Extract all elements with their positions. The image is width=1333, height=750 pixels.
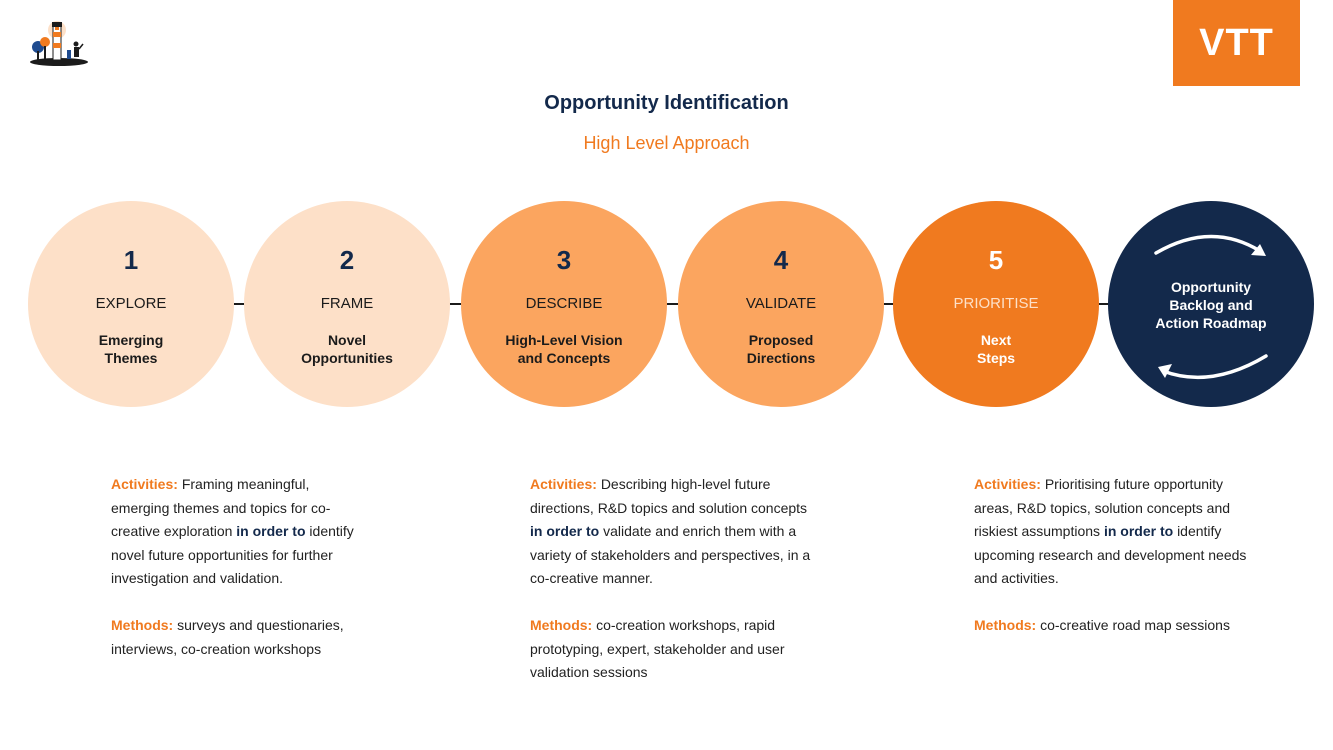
step-phase: EXPLORE (95, 295, 167, 312)
activities-goal: validate and enrich them with a variety of stakeholders and perspectives, in a co-creative manner. (530, 523, 811, 586)
activities-text (111, 473, 371, 591)
step-focus: High-Level Vision and Concepts (505, 332, 623, 366)
step-number: 5 (988, 245, 1004, 275)
methods-text (530, 614, 815, 685)
activities-intro: Framing meaningful, emerging themes and topics for co-creative exploration (111, 476, 331, 539)
in-order-to: in order to (236, 523, 306, 539)
step-number: 4 (773, 245, 789, 275)
activities-label: Activities: (111, 476, 178, 492)
page-title: Opportunity Identification (544, 92, 789, 114)
activities-label: Activities: (530, 476, 597, 492)
activities-label: Activities: (974, 476, 1041, 492)
step-frame (244, 201, 450, 407)
in-order-to: in order to (530, 523, 600, 539)
in-order-to: in order to (1103, 523, 1174, 539)
page-subtitle: High Level Approach (583, 133, 750, 153)
vtt-logo (1173, 0, 1300, 86)
activities-intro: Prioritising future opportunity areas, R&D topics, solution concepts and riskiest assumptions (974, 476, 1231, 539)
vtt-logo-text: VTT (1199, 21, 1274, 64)
step-prioritise (893, 201, 1099, 407)
step-focus: Emerging Themes (98, 332, 164, 366)
step-validate (678, 201, 884, 407)
methods-label: Methods: (111, 617, 174, 633)
explore-description (111, 473, 371, 685)
step-outcome (1108, 201, 1314, 407)
step-phase: DESCRIBE (525, 295, 603, 312)
step-describe (461, 201, 667, 407)
activities-text (530, 473, 815, 591)
methods-text (111, 614, 371, 661)
step-phase: FRAME (320, 295, 374, 312)
step-phase: VALIDATE (745, 295, 817, 312)
step-number: 2 (339, 245, 355, 275)
methods-list: co-creation workshops, rapid prototyping, expert, stakeholder and user validation sessions (530, 617, 785, 680)
methods-text (974, 614, 1264, 638)
step-number: 3 (556, 245, 572, 275)
methods-list: co-creative road map sessions (1040, 617, 1230, 633)
activities-goal: identify novel future opportunities for further investigation and validation. (111, 523, 354, 586)
methods-list: surveys and questionaries, interviews, co-creation workshops (111, 617, 344, 657)
methods-label: Methods: (530, 617, 593, 633)
lighthouse-illustration-icon (26, 18, 90, 68)
methods-label: Methods: (974, 617, 1037, 633)
prioritise-description (974, 473, 1264, 661)
step-number: 1 (123, 245, 139, 275)
outcome-label: Opportunity Backlog and Action Roadmap (1155, 279, 1267, 331)
activities-intro: Describing high-level future directions, R&D topics and solution concepts (530, 476, 808, 516)
describe-description (530, 473, 815, 708)
step-focus: Novel Opportunities (301, 332, 393, 366)
activities-text (974, 473, 1264, 591)
step-focus: Next Steps (976, 332, 1016, 366)
step-phase: PRIORITISE (953, 295, 1039, 312)
step-focus: Proposed Directions (746, 332, 816, 366)
step-explore (28, 201, 234, 407)
activities-goal: identify upcoming research and development needs and activities. (974, 523, 1247, 586)
